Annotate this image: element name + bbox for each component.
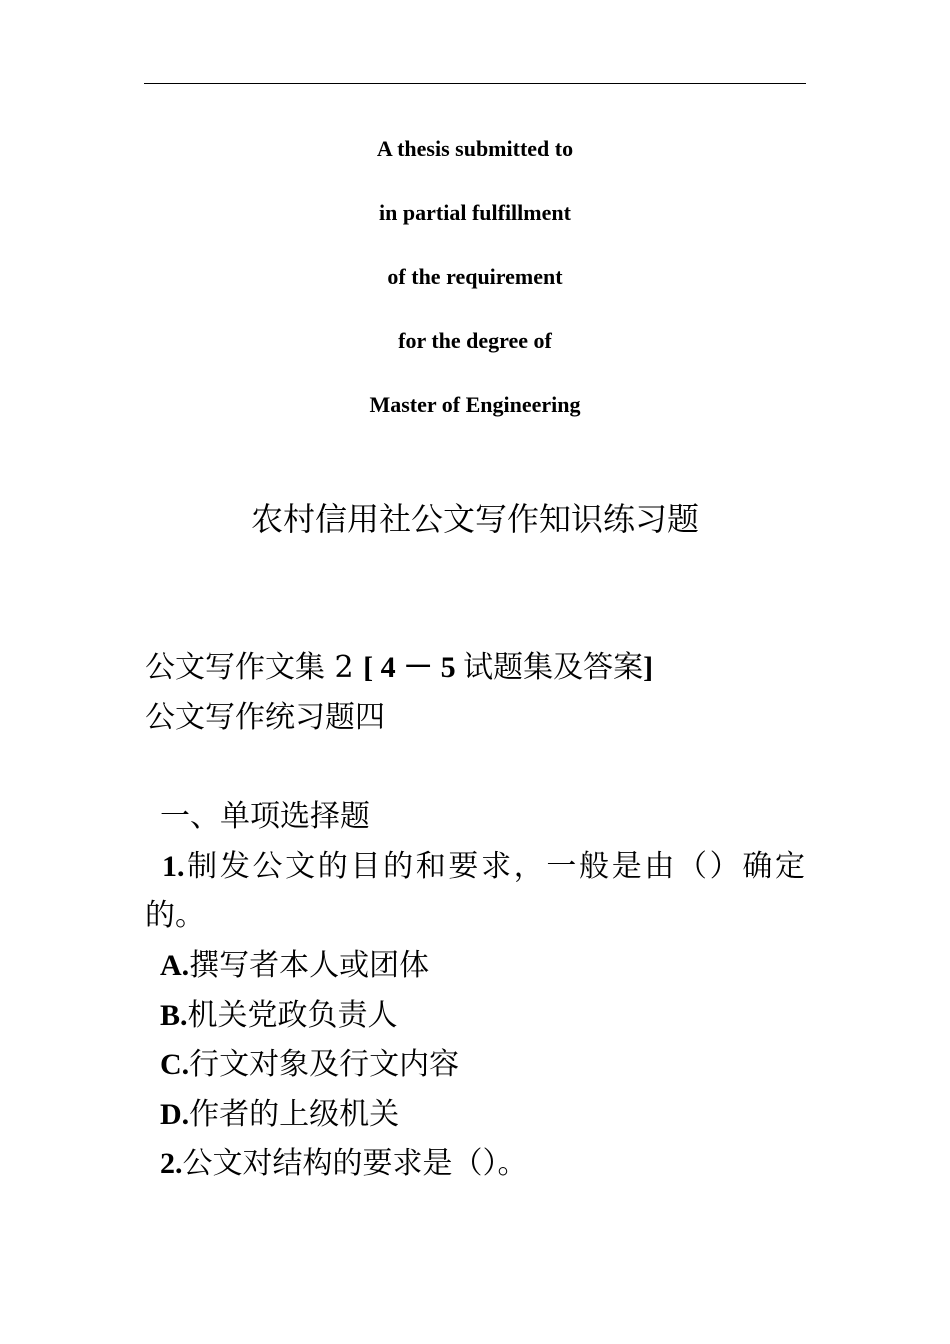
question-1-option-b [160,996,825,1036]
question-1-number: 1. [162,850,185,883]
document-title: 农村信用社公文写作知识练习题 [250,500,699,538]
question-1-line-1 [162,847,805,887]
option-c-letter: C. [160,1048,190,1081]
collection-close: ] [643,651,654,684]
cover-line-4: for the degree of [398,328,552,353]
collection-heading [145,648,810,688]
collection-suffix: 试题集及答案 [463,650,644,685]
question-1-option-c [160,1045,825,1085]
collection-prefix: 公文写作文集 2 [145,650,364,685]
option-a-letter: A. [160,949,190,982]
cover-line-5: Master of Engineering [369,392,581,417]
question-1-text: 制发公文的目的和要求，一般是由（）确定 [184,849,805,884]
cover-line-3: of the requirement [387,264,563,289]
collection-bracket: [ 4 － 5 [363,651,464,684]
option-d-text: 作者的上级机关 [189,1097,400,1132]
question-2-text: 公文对结构的要求是（）。 [182,1146,528,1181]
option-b-text: 机关党政负责人 [187,998,398,1033]
option-c-text: 行文对象及行文内容 [189,1047,460,1082]
question-2-number: 2. [160,1147,183,1180]
question-1-option-d [160,1095,825,1135]
section-heading: 一、单项选择题 [160,799,370,834]
option-a-text: 撰写者本人或团体 [189,948,430,983]
question-2 [160,1144,825,1184]
option-d-letter: D. [160,1098,190,1131]
option-b-letter: B. [160,999,188,1032]
question-1-line-2: 的。 [145,898,205,933]
cover-line-2: in partial fulfillment [379,200,571,225]
question-1-option-a [160,946,825,986]
exercise-title: 公文写作统习题四 [145,700,385,735]
cover-line-1: A thesis submitted to [376,136,574,161]
header-rule [144,83,806,84]
